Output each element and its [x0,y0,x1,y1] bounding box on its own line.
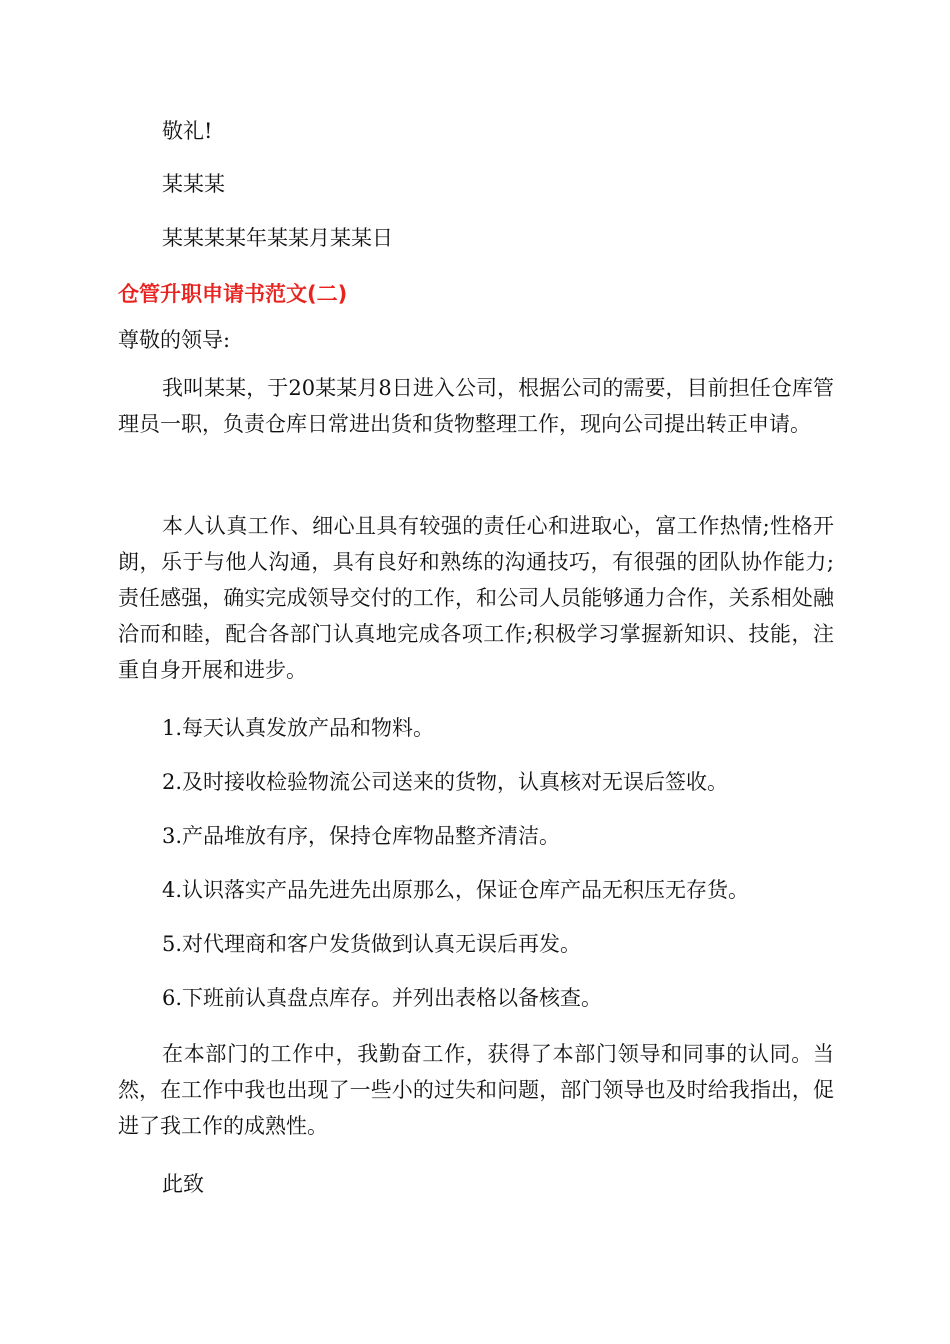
closing-phrase: 此致 [162,1172,204,1196]
greeting: 尊敬的领导: [118,328,231,352]
signature: 某某某 [162,172,225,196]
duty-item: 3.产品堆放有序，保持仓库物品整齐清洁。 [162,824,561,848]
duty-item: 4.认识落实产品先进先出原那么，保证仓库产品无积压无存货。 [162,878,750,902]
section-heading: 仓管升职申请书范文(二) [118,282,348,306]
intro-paragraph: 我叫某某，于20某某月8日进入公司，根据公司的需要，目前担任仓库管理员一职，负责仓库日常进出货和货物整理工作，现向公司提出转正申请。 [118,376,834,436]
duty-item: 2.及时接收检验物流公司送来的货物，认真核对无误后签收。 [162,770,729,794]
signature-date: 某某某某年某某月某某日 [162,226,393,250]
duty-item: 1.每天认真发放产品和物料。 [162,716,435,740]
qualities-paragraph: 本人认真工作、细心且具有较强的责任心和进取心，富工作热情;性格开朗，乐于与他人沟通，具有良好和熟练的沟通技巧，有很强的团队协作能力;责任感强，确实完成领导交付的工作，和公司人员能够通力合作，关系相处融洽而和睦，配合各部门认真地完成各项工作;积极学习掌握新知识、技能，注重自身开展和进步。 [118,514,834,682]
closing-salutation: 敬礼! [162,119,213,143]
duty-item: 6.下班前认真盘点库存。并列出表格以备核查。 [162,986,603,1010]
duty-item: 5.对代理商和客户发货做到认真无误后再发。 [162,932,582,956]
reflection-paragraph: 在本部门的工作中，我勤奋工作，获得了本部门领导和同事的认同。当然，在工作中我也出现了一些小的过失和问题，部门领导也及时给我指出，促进了我工作的成熟性。 [118,1042,834,1138]
